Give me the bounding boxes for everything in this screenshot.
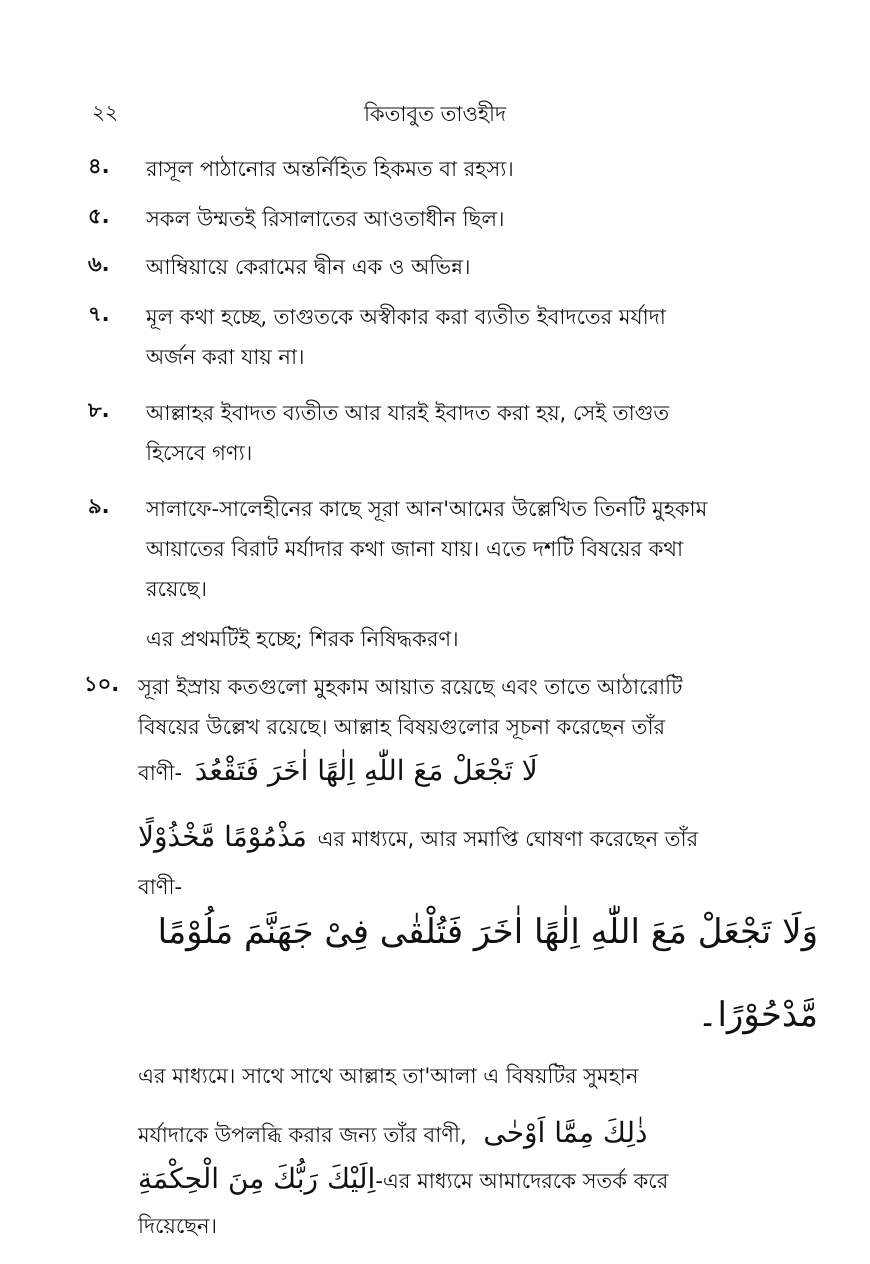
- paragraph-line: দিয়েছেন।: [138, 1214, 218, 1238]
- item-number: ৬.: [88, 252, 110, 276]
- running-title: কিতাবুত তাওহীদ: [363, 102, 507, 126]
- paragraph-line: এর মাধ্যমে। সাথে সাথে আল্লাহ তা'আলা এ বিষয়টির সুমহান: [138, 1064, 639, 1088]
- item-line: [138, 818, 828, 858]
- page-number: ২২: [92, 100, 119, 124]
- item-line: বিষয়ের উল্লেখ রয়েছে। আল্লাহ বিষয়গুলোর সূচনা করেছেন তাঁর: [138, 715, 666, 739]
- text-run: মর্যাদাকে উপলব্ধি করার জন্য তাঁর বাণী,: [138, 1123, 467, 1147]
- item-line: অর্জন করা যায় না।: [146, 345, 305, 369]
- item-line: [138, 752, 828, 792]
- item-line: সূরা ইস্রায় কতগুলো মুহকাম আয়াত রয়েছে এবং তাতে আঠারোটি: [138, 675, 683, 699]
- paragraph-line: [138, 1162, 828, 1200]
- item-number: ৭.: [88, 302, 110, 326]
- item-line: সকল উম্মতই রিসালাতের আওতাধীন ছিল।: [146, 207, 505, 231]
- arabic-verse-line: وَلَا تَجْعَلْ مَعَ اللّٰهِ اِلٰهًا اٰخَرَ فَتُلْقٰى فِىْ جَهَنَّمَ مَلُوْمًا: [157, 912, 818, 952]
- item-number: ৮.: [88, 398, 110, 422]
- arabic-phrase: مَذْمُوْمًا مَّخْذُوْلًا: [138, 820, 307, 853]
- text-run: বাণী-: [138, 761, 183, 785]
- arabic-verse-line: مَّدْحُوْرًا۔: [697, 995, 818, 1035]
- item-line: রাসূল পাঠানোর অন্তর্নিহিত হিকমত বা রহস্য।: [146, 157, 514, 181]
- page-header: [0, 98, 870, 132]
- item-line: আল্লাহর ইবাদত ব্যতীত আর যারই ইবাদত করা হয়, সেই তাগুত: [146, 401, 670, 425]
- paragraph-line: [138, 1116, 828, 1154]
- text-run: এর মাধ্যমে, আর সমাপ্তি ঘোষণা করেছেন তাঁর: [317, 827, 699, 851]
- arabic-phrase: ذٰلِكَ مِمَّا اَوْحٰى: [483, 1116, 648, 1149]
- item-line: হিসেবে গণ্য।: [146, 441, 253, 465]
- item-line: সালাফে-সালেহীনের কাছে সূরা আন'আমের উল্লেখিত তিনটি মুহকাম: [146, 497, 708, 521]
- item-line: আম্বিয়ায়ে কেরামের দ্বীন এক ও অভিন্ন।: [146, 255, 471, 279]
- item-number: ৯.: [88, 494, 110, 518]
- item-line: বাণী-: [138, 875, 183, 899]
- item-line: আয়াতের বিরাট মর্যাদার কথা জানা যায়। এতে দশটি বিষয়ের কথা: [146, 537, 684, 561]
- arabic-phrase: اِلَيْكَ رَبُّكَ مِنَ الْحِكْمَةِ: [138, 1162, 376, 1195]
- item-number: ৪.: [88, 154, 110, 178]
- item-line: মূল কথা হচ্ছে, তাগুতকে অস্বীকার করা ব্যতীত ইবাদতের মর্যাদা: [146, 305, 666, 329]
- text-run: -এর মাধ্যমে আমাদেরকে সতর্ক করে: [375, 1169, 669, 1193]
- item-subline: এর প্রথমটিই হচ্ছে; শিরক নিষিদ্ধকরণ।: [146, 627, 459, 651]
- item-number: ৫.: [88, 204, 110, 228]
- item-number: ১০.: [84, 672, 120, 696]
- arabic-phrase: لَا تَجْعَلْ مَعَ اللّٰهِ اِلٰهًا اٰخَرَ فَتَقْعُدَ: [194, 754, 538, 787]
- item-line: রয়েছে।: [146, 577, 208, 601]
